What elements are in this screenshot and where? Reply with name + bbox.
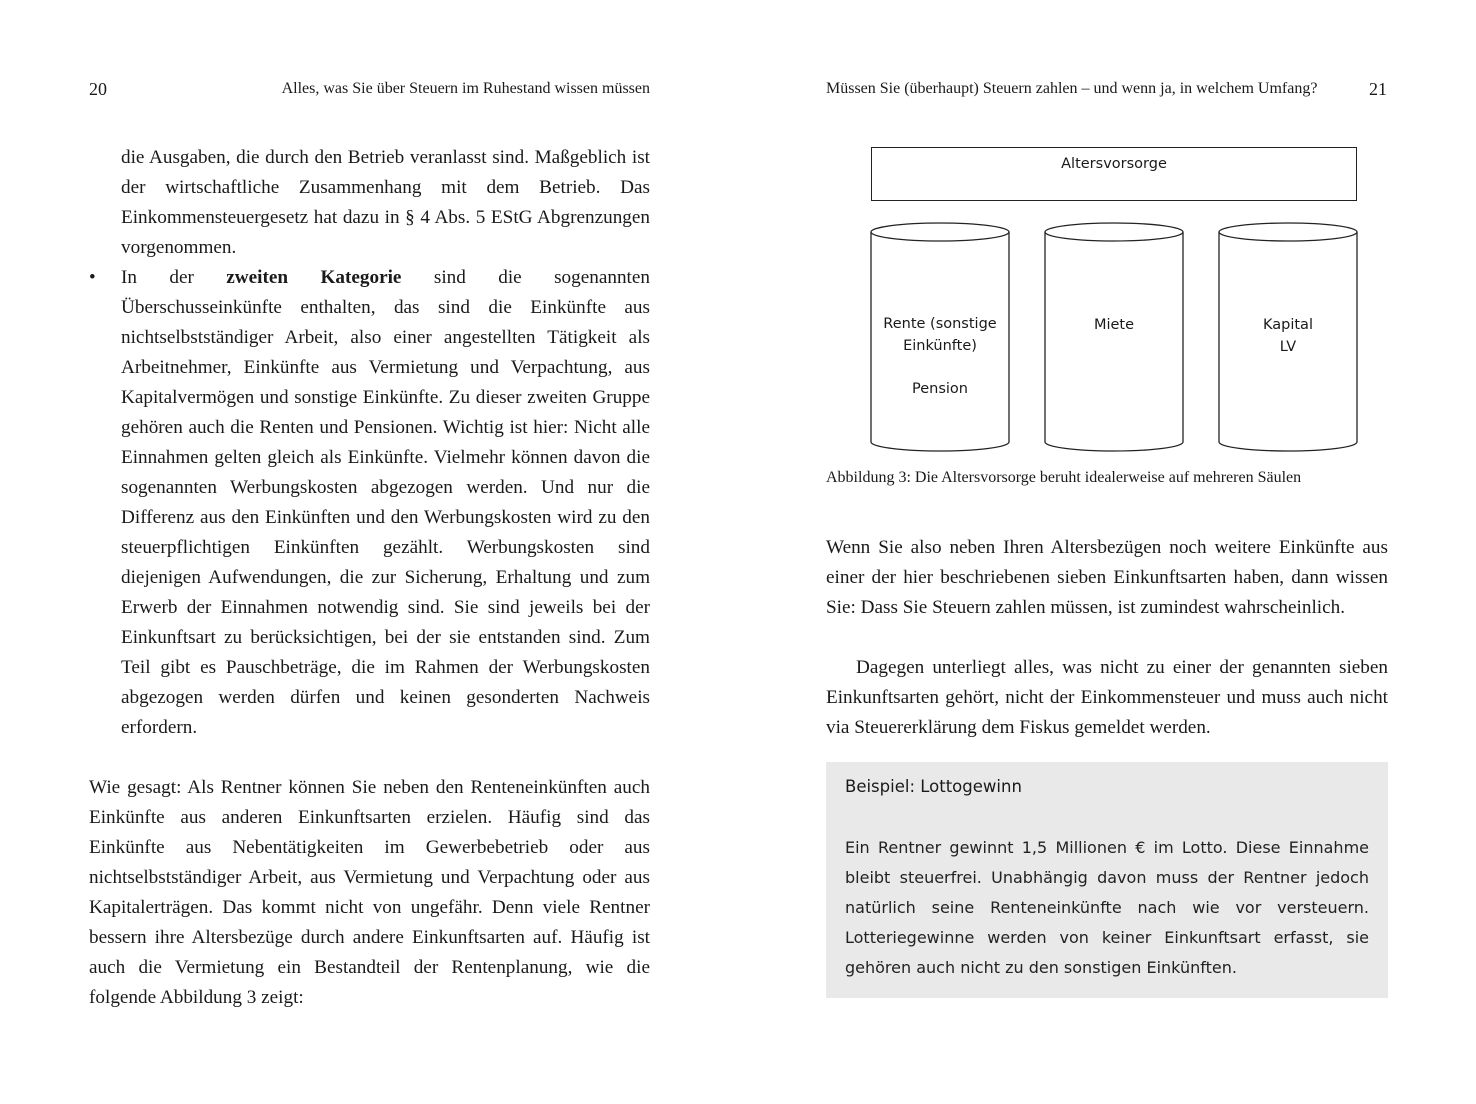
pillar-2-top	[1045, 223, 1183, 241]
pillar-2-label	[1049, 314, 1179, 336]
pillar-1-top	[871, 223, 1009, 241]
pillar-2-line1: Miete	[1093, 317, 1135, 333]
bullet-text-rest: sind die sogenannten Überschusseinkünfte enthalten, das sind die Einkünfte aus nichtselbstständiger Arbeit, also einer angestellten Tätigkeit als Arbeitnehmer, Einkünfte aus Vermietung und Verpachtung, aus Kapitalvermögen und sonstige Einkünfte. Zu dieser zweiten Gruppe gehören auch die Renten und Pensionen. Wichtig ist hier: Nicht alle Einnahmen gelten gleich als Einkünfte. Vielmehr können davon die sogenannten Werbungskosten abgezogen werden. Und nur die Differenz aus den Einkünften und den Werbungskosten wird zu den steuerpflichtigen Einkünften gezählt. Werbungskosten sind diejenigen Aufwendungen, die zur Sicherung, Erhaltung und zum Erwerb der Einnahmen notwendig sind. Sie sind jeweils bei der Einkunftsart zu berücksichtigen, bei der sie entstanden sind. Zum Teil gibt es Pauschbeträge, die im Rahmen der Werbungskosten abgezogen werden dürfen und keinen gesonderten Nachweis erfordern.	[121, 267, 650, 738]
pillar-1-line1: Rente (sonstige	[883, 316, 997, 332]
bullet-text	[121, 263, 650, 743]
pillar-1-line2: Einkünfte)	[903, 338, 977, 354]
bullet-bold-term: zweiten Kategorie	[226, 267, 402, 288]
additional-income-paragraph: Wenn Sie also neben Ihren Altersbezügen noch weitere Einkünfte aus einer der hier beschriebenen sieben Einkunftsarten haben, dann wissen Sie: Dass Sie Steuern zahlen müssen, ist zumindest wahrscheinlich.	[826, 537, 1388, 618]
pillar-1-line3: Pension	[912, 381, 968, 397]
pillar-3-top	[1219, 223, 1357, 241]
right-page-number: 21	[1369, 79, 1387, 99]
left-page-number: 20	[89, 79, 107, 99]
retiree-income-paragraph: Wie gesagt: Als Rentner können Sie neben den Renteneinkünften auch Einkünfte aus anderen Einkunftsarten erzielen. Häufig sind das Einkünfte aus Nebentätigkeiten im Gewerbebetrieb oder aus nichtselbstständiger Arbeit, aus Vermietung und Verpachtung oder aus Kapitalerträgen. Das kommt nicht von ungefähr. Denn viele Rentner bessern ihre Altersbezüge durch andere Einkunftsarten auf. Häufig ist auch die Vermietung ein Bestandteil der Rentenplanung, wie die folgende Abbildung 3 zeigt:	[89, 777, 650, 1008]
pillar-1-label	[875, 313, 1005, 400]
right-running-head: Müssen Sie (überhaupt) Steuern zahlen – und wenn ja, in welchem Umfang?	[826, 80, 1318, 97]
figure-caption: Abbildung 3: Die Altersvorsorge beruht idealerweise auf mehreren Säulen	[826, 469, 1302, 486]
non-taxable-paragraph: Dagegen unterliegt alles, was nicht zu einer der genannten sieben Einkunftsarten gehört, nicht der Einkommensteuer und muss auch nicht via Steuererklärung dem Fiskus gemeldet werden.	[826, 657, 1388, 738]
continuation-paragraph: die Ausgaben, die durch den Betrieb veranlasst sind. Maßgeblich ist der wirtschaftliche Zusammenhang mit dem Betrieb. Das Einkommensteuergesetz hat dazu in § 4 Abs. 5 EStG Abgrenzungen vorgenommen.	[121, 147, 650, 258]
pillar-3-label	[1223, 314, 1353, 358]
example-box	[826, 762, 1388, 998]
left-running-head: Alles, was Sie über Steuern im Ruhestand wissen müssen	[281, 80, 650, 97]
pillar-2-cylinder	[1045, 232, 1183, 451]
pillar-3-line2: LV	[1279, 339, 1297, 355]
diagram-roof-label: Altersvorsorge	[1061, 156, 1167, 172]
example-heading: Beispiel: Lottogewinn	[845, 777, 1022, 796]
bullet-marker: •	[89, 267, 96, 288]
bullet-text-prefix: In der	[121, 267, 227, 288]
example-text: Ein Rentner gewinnt 1,5 Millionen € im Lotto. Diese Einnahme bleibt steuerfrei. Unabhängig davon muss der Rentner jedoch natürlich seine Renteneinkünfte nach wie vor versteuern. Lotteriegewinne werden von keiner Einkunftsart erfasst, sie gehören auch nicht zu den sonstigen Einkünften.	[845, 838, 1369, 977]
pension-pillars-diagram	[868, 146, 1360, 456]
pillar-3-line1: Kapital	[1263, 317, 1313, 333]
pillars-drawing	[868, 146, 1360, 456]
